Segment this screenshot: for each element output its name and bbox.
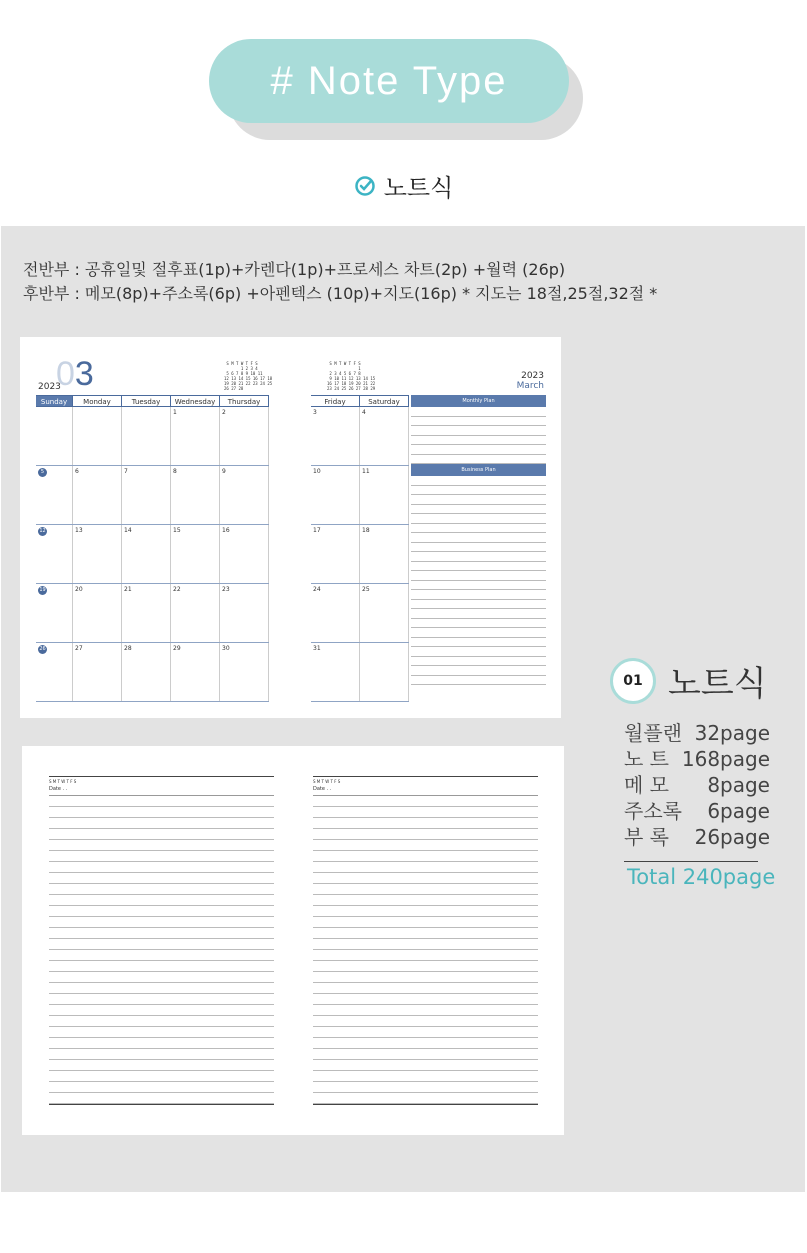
calendar-day-cell (36, 584, 73, 642)
ruled-line (313, 972, 538, 983)
calendar-day-cell: 7 (122, 466, 171, 524)
row-label: 부 록 (624, 825, 669, 849)
content-panel (1, 226, 805, 1192)
summary-row (624, 772, 770, 798)
calendar-day-cell: 28 (122, 643, 171, 701)
calendar-day-cell: 21 (122, 584, 171, 642)
note-page-left (49, 776, 274, 1105)
ruled-line (313, 796, 538, 807)
calendar-day-cell: 6 (73, 466, 122, 524)
row-value: 26page (694, 825, 770, 849)
calendar-week-row (311, 466, 409, 525)
weekday-label: Thursday (220, 395, 269, 407)
sunday-badge: 26 (39, 646, 46, 652)
row-value: 6page (707, 799, 770, 823)
ruled-line (49, 1071, 274, 1082)
calendar-day-cell: 24 (311, 584, 360, 642)
ruled-line (411, 619, 546, 629)
calendar-day-cell: 3 (311, 407, 360, 465)
ruled-line (411, 600, 546, 610)
ruled-line (49, 862, 274, 873)
weekday-label: Monday (73, 395, 122, 407)
ruled-line (313, 1005, 538, 1016)
calendar-day-cell: 31 (311, 643, 360, 701)
ruled-line (49, 939, 274, 950)
calendar-day-cell: 15 (171, 525, 220, 583)
ruled-line (49, 840, 274, 851)
subtitle (0, 168, 807, 203)
weekday-label: Friday (311, 395, 360, 407)
ruled-line (411, 514, 546, 524)
row-value: 168page (681, 747, 770, 771)
calendar-day-cell: 17 (311, 525, 360, 583)
description (23, 258, 657, 306)
ruled-line (411, 505, 546, 515)
ruled-line (313, 917, 538, 928)
ruled-line (49, 917, 274, 928)
calendar-week-row (311, 584, 409, 643)
sunday-badge: 19 (39, 587, 46, 593)
calendar-month-name: March (516, 381, 544, 391)
summary-row (624, 746, 770, 772)
ruled-line (313, 961, 538, 972)
calendar-day-cell: 30 (220, 643, 269, 701)
calendar-day-cell: 4 (360, 407, 409, 465)
ruled-line (49, 829, 274, 840)
ruled-line (49, 884, 274, 895)
monthly-plan-lines (411, 407, 546, 464)
row-value: 8page (707, 773, 770, 797)
ruled-line (411, 445, 546, 455)
ruled-line (411, 628, 546, 638)
note-date: Date . . (49, 786, 274, 796)
ruled-line (313, 807, 538, 818)
ruled-line (49, 1082, 274, 1093)
weekday-label: Saturday (360, 395, 409, 407)
ruled-line (411, 571, 546, 581)
weekday-header-right (311, 395, 409, 407)
ruled-line (411, 562, 546, 572)
calendar-day-cell: 13 (73, 525, 122, 583)
calendar-year: 2023 (38, 382, 61, 392)
calendar-right-page (311, 337, 546, 718)
note-sheet (22, 746, 564, 1135)
ruled-line (49, 1049, 274, 1060)
calendar-day-cell: 25 (360, 584, 409, 642)
ruled-line (49, 851, 274, 862)
row-label: 메 모 (624, 773, 669, 797)
ruled-line (313, 862, 538, 873)
weekday-label: Sunday (36, 395, 73, 407)
summary-total: Total 240page (627, 865, 776, 889)
note-lines (313, 796, 538, 1105)
ruled-line (411, 657, 546, 667)
ruled-line (313, 1082, 538, 1093)
plan-column (411, 395, 546, 685)
ruled-line (313, 873, 538, 884)
ruled-line (313, 1049, 538, 1060)
description-line-2: 후반부 : 메모(8p)+주소록(6p) +아펜텍스 (10p)+지도(16p) * 지도는 18절,25절,32절 * (23, 284, 658, 303)
calendar-day-cell (36, 466, 73, 524)
number-badge: 01 (610, 658, 656, 704)
calendar-day-cell: 9 (220, 466, 269, 524)
ruled-line (49, 994, 274, 1005)
calendar-year-right: 2023 (521, 371, 544, 381)
ruled-line (49, 1016, 274, 1027)
ruled-line (49, 1027, 274, 1038)
summary-row (624, 798, 770, 824)
calendar-week-row (311, 525, 409, 584)
ruled-line (411, 676, 546, 686)
ruled-line (411, 417, 546, 427)
ruled-line (411, 486, 546, 496)
calendar-day-cell (360, 643, 409, 701)
calendar-day-cell: 23 (220, 584, 269, 642)
check-circle-icon (354, 175, 376, 197)
calendar-day-cell (36, 643, 73, 701)
note-weekdays: S M T W T F S (313, 776, 538, 786)
subtitle-text: 노트식 (383, 174, 454, 202)
ruled-line (313, 1027, 538, 1038)
note-weekdays: S M T W T F S (49, 776, 274, 786)
calendar-day-cell: 10 (311, 466, 360, 524)
ruled-line (313, 818, 538, 829)
calendar-day-cell (73, 407, 122, 465)
calendar-day-cell (36, 407, 73, 465)
ruled-line (313, 1071, 538, 1082)
ruled-line (411, 476, 546, 486)
weekday-label: Wednesday (171, 395, 220, 407)
ruled-line (49, 1060, 274, 1071)
ruled-line (313, 1038, 538, 1049)
ruled-line (411, 552, 546, 562)
ruled-line (49, 972, 274, 983)
calendar-day-cell: 8 (171, 466, 220, 524)
ruled-line (313, 895, 538, 906)
calendar-day-cell: 11 (360, 466, 409, 524)
calendar-day-cell: 14 (122, 525, 171, 583)
ruled-line (313, 1016, 538, 1027)
summary-row (624, 824, 770, 850)
ruled-line (411, 436, 546, 446)
business-plan-lines (411, 476, 546, 685)
calendar-day-cell (36, 525, 73, 583)
ruled-line (313, 994, 538, 1005)
calendar-day-cell (122, 407, 171, 465)
ruled-line (49, 873, 274, 884)
ruled-line (411, 590, 546, 600)
ruled-line (49, 895, 274, 906)
description-line-1: 전반부 : 공휴일및 절후표(1p)+카렌다(1p)+프로세스 차트(2p) +월력 (26p) (23, 260, 566, 279)
calendar-day-cell: 18 (360, 525, 409, 583)
ruled-line (313, 1060, 538, 1071)
summary-title: 노트식 (668, 664, 767, 704)
calendar-week-row (36, 407, 269, 466)
ruled-line (49, 807, 274, 818)
calendar-left-page (36, 337, 273, 718)
summary-row (624, 720, 770, 746)
ruled-line (49, 961, 274, 972)
summary-rows (624, 720, 770, 850)
calendar-day-cell: 20 (73, 584, 122, 642)
ruled-line (49, 796, 274, 807)
sunday-badge: 5 (38, 468, 47, 477)
ruled-line (49, 1093, 274, 1104)
ruled-line (411, 666, 546, 676)
row-value: 32page (694, 721, 770, 745)
ruled-line (313, 906, 538, 917)
summary-divider (624, 861, 758, 862)
calendar-day-cell: 2 (220, 407, 269, 465)
calendar-week-row (36, 584, 269, 643)
ruled-line (313, 928, 538, 939)
calendar-day-cell: 16 (220, 525, 269, 583)
ruled-line (411, 609, 546, 619)
note-lines (49, 796, 274, 1105)
ruled-line (411, 426, 546, 436)
row-label: 월플랜 (624, 721, 682, 745)
ruled-line (49, 950, 274, 961)
ruled-line (313, 939, 538, 950)
calendar-day-cell: 22 (171, 584, 220, 642)
ruled-line (49, 983, 274, 994)
calendar-grid-right (311, 407, 409, 702)
ruled-line (49, 818, 274, 829)
weekday-header-left (36, 395, 269, 407)
sunday-badge: 12 (39, 528, 46, 534)
ruled-line (411, 533, 546, 543)
calendar-sheet (20, 337, 561, 718)
ruled-line (411, 581, 546, 591)
ruled-line (411, 495, 546, 505)
calendar-week-row (311, 643, 409, 702)
calendar-day-cell: 29 (171, 643, 220, 701)
ruled-line (411, 455, 546, 465)
ruled-line (411, 638, 546, 648)
ruled-line (411, 407, 546, 417)
business-plan-header: Business Plan (411, 464, 546, 476)
page-title: # Note Type (270, 58, 508, 103)
calendar-day-cell: 1 (171, 407, 220, 465)
title-pill (209, 39, 569, 123)
calendar-week-row (36, 643, 269, 702)
ruled-line (411, 647, 546, 657)
ruled-line (313, 1093, 538, 1104)
ruled-line (411, 524, 546, 534)
calendar-day-cell: 27 (73, 643, 122, 701)
row-label: 노 트 (624, 747, 669, 771)
ruled-line (313, 851, 538, 862)
note-page-right (313, 776, 538, 1105)
ruled-line (49, 1038, 274, 1049)
ruled-line (313, 840, 538, 851)
weekday-label: Tuesday (122, 395, 171, 407)
row-label: 주소록 (624, 799, 682, 823)
ruled-line (49, 906, 274, 917)
ruled-line (313, 884, 538, 895)
calendar-week-row (311, 407, 409, 466)
note-date: Date . . (313, 786, 538, 796)
calendar-week-row (36, 466, 269, 525)
ruled-line (313, 950, 538, 961)
mini-calendar-left: S M T W T F S 1 2 3 4 5 6 7 8 9 10 11 12 13 14 15 16 17 18 19 20 21 22 23 24 25 26 27 28 (224, 361, 273, 391)
ruled-line (49, 928, 274, 939)
calendar-month: 03 (56, 355, 94, 393)
monthly-plan-header: Monthly Plan (411, 395, 546, 407)
ruled-line (411, 543, 546, 553)
mini-calendar-right: S M T W T F S 1 2 3 4 5 6 7 8 9 10 11 12 13 14 15 16 17 18 19 20 21 22 23 24 25 26 27 28 29 (327, 361, 376, 391)
ruled-line (49, 1005, 274, 1016)
ruled-line (313, 983, 538, 994)
ruled-line (313, 829, 538, 840)
calendar-grid-left (36, 407, 269, 702)
calendar-week-row (36, 525, 269, 584)
